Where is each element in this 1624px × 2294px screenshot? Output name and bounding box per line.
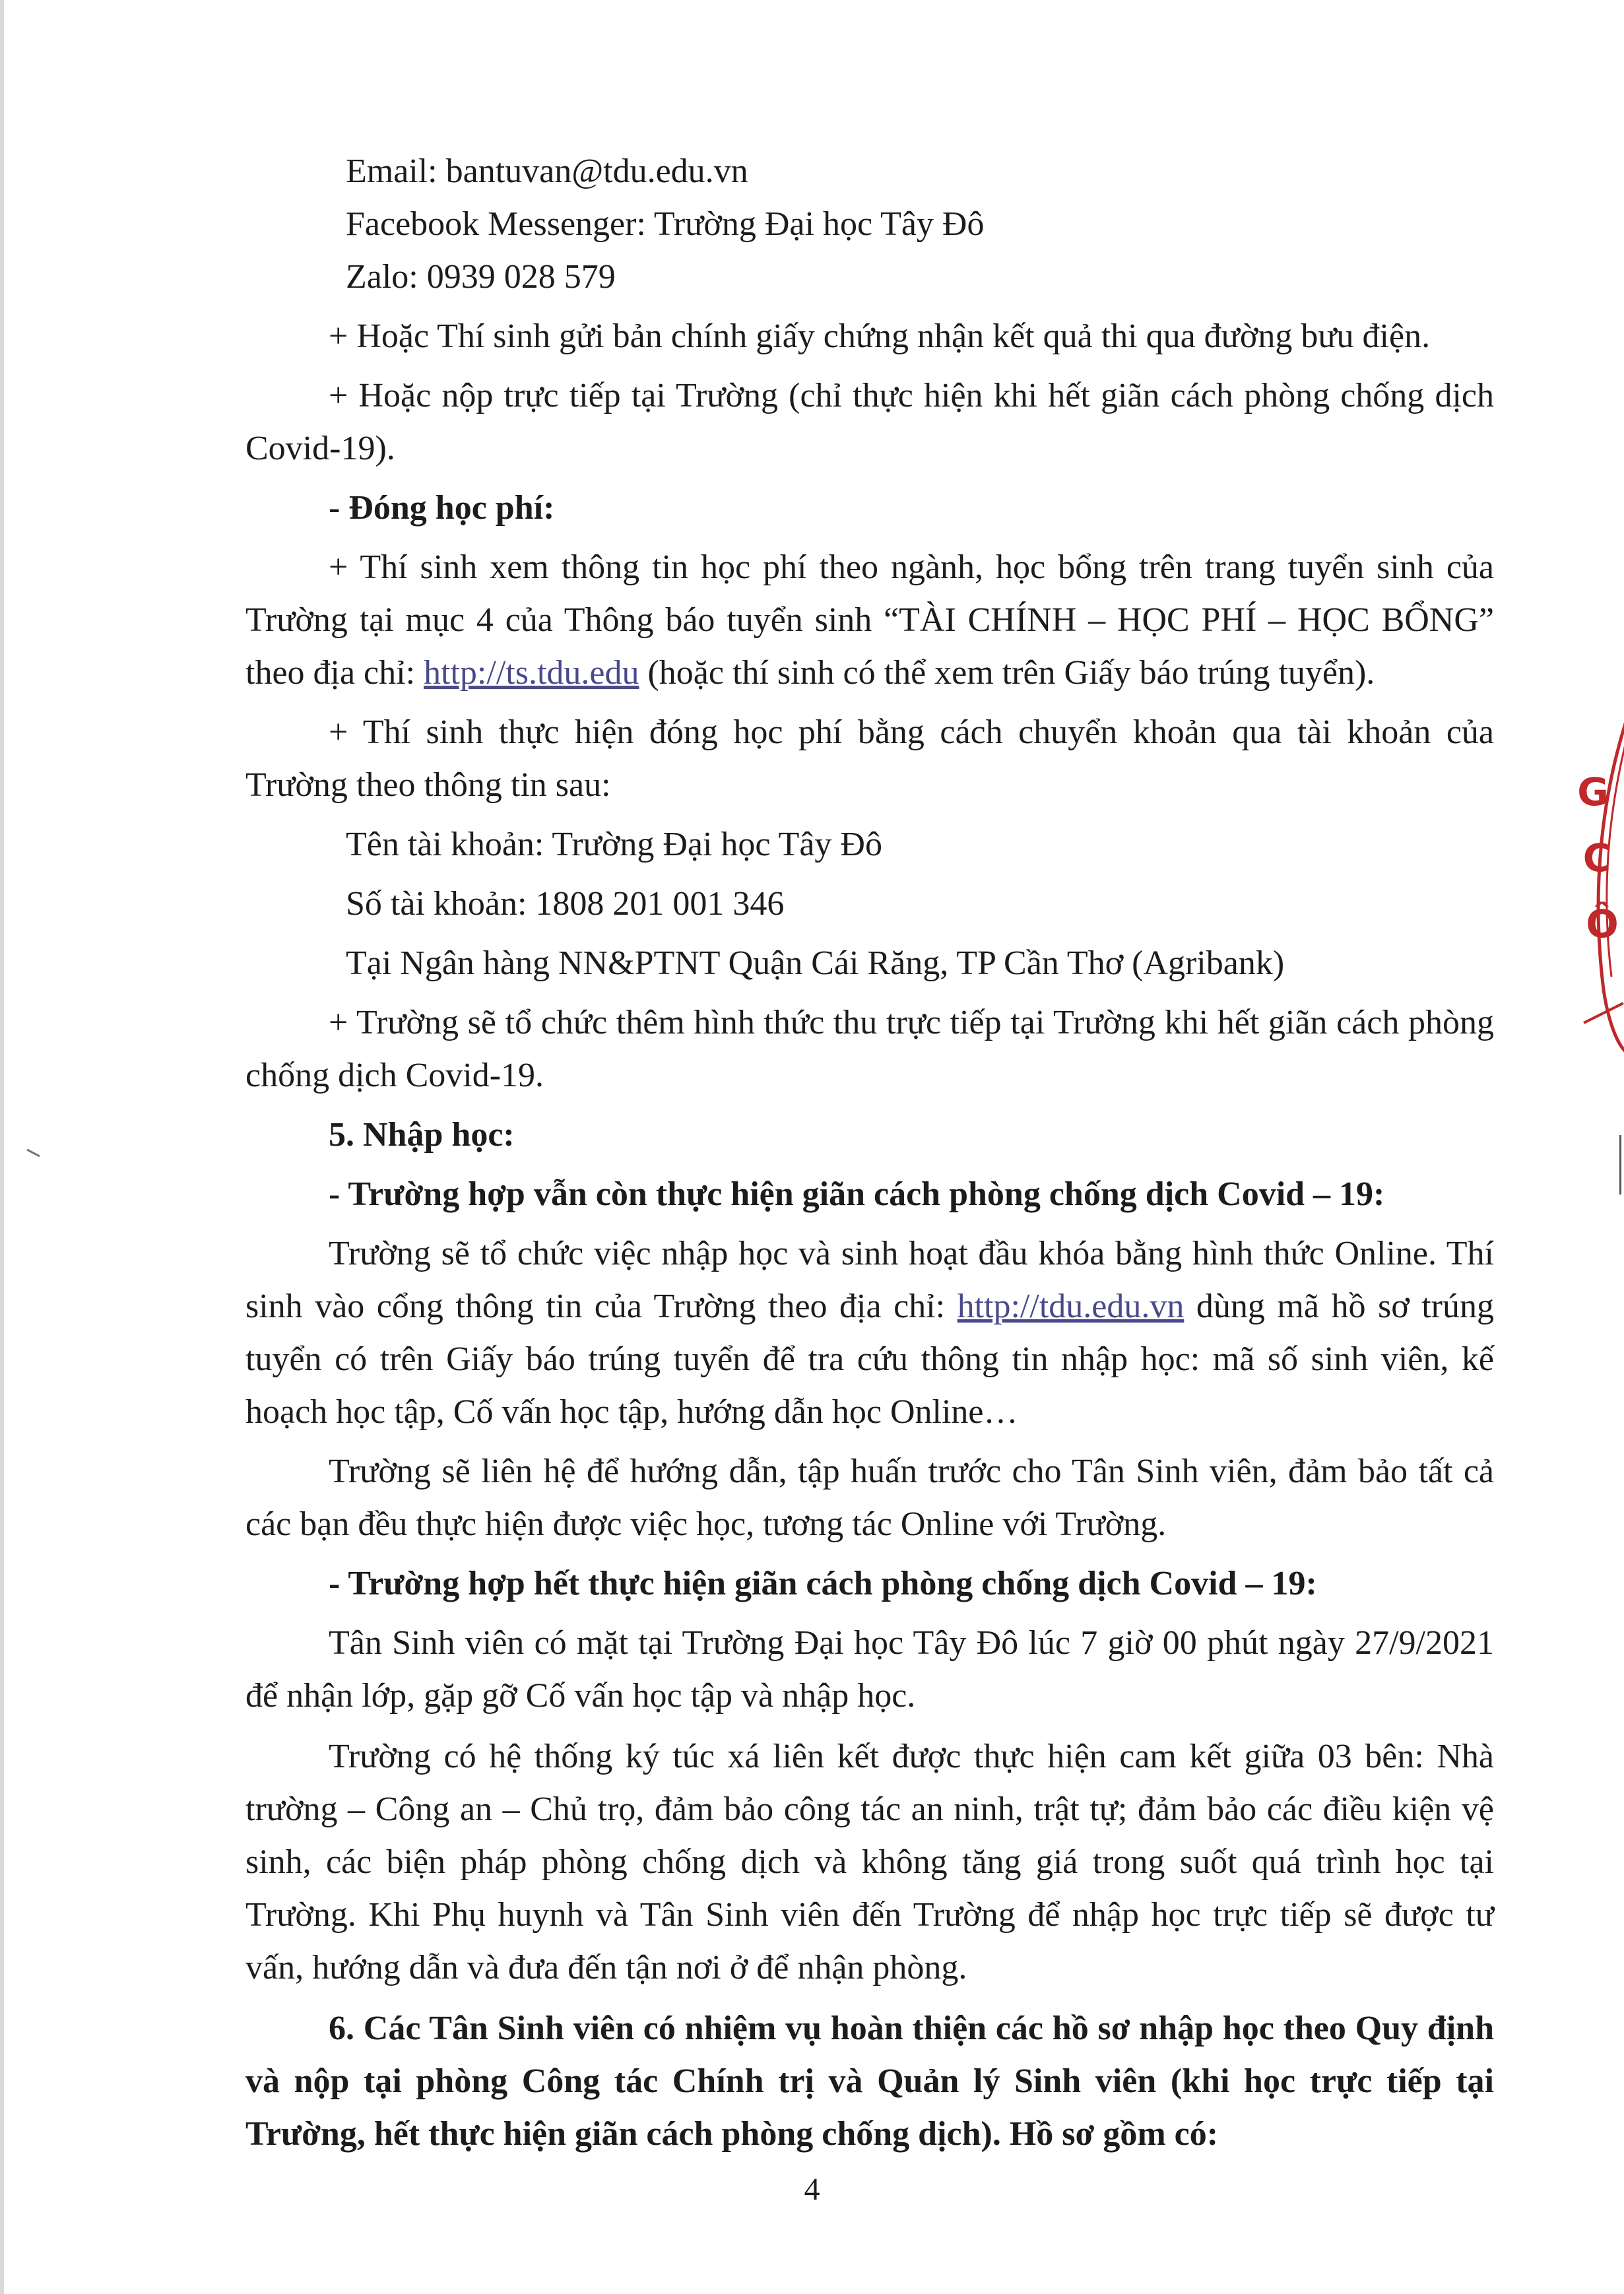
submit-by-post: + Hoặc Thí sinh gửi bản chính giấy chứng nhận kết quả thi qua đường bưu điện. bbox=[329, 317, 1431, 355]
fee-transfer: + Thí sinh thực hiện đóng học phí bằng cách chuyển khoản qua tài khoản của Trường theo thông tin sau: bbox=[245, 713, 1494, 804]
portal-link[interactable]: http://tdu.edu.vn bbox=[957, 1288, 1185, 1325]
submit-direct: + Hoặc nộp trực tiếp tại Trường (chỉ thực hiện khi hết giãn cách phòng chống dịch Covid-19). bbox=[245, 377, 1494, 467]
page-number: 4 bbox=[804, 2172, 820, 2207]
svg-text:G: G bbox=[1577, 770, 1609, 814]
svg-text:Ô: Ô bbox=[1586, 901, 1619, 946]
fee-info-text: + Thí sinh xem thông tin học phí theo ngành, học bổng trên trang tuyển sinh của Trường tại mục 4 của Thông báo tuyển sinh “TÀI CHÍNH – HỌC PHÍ – HỌC BỔNG” theo địa chỉ: bbox=[245, 548, 1494, 692]
fee-direct: + Trường sẽ tổ chức thêm hình thức thu trực tiếp tại Trường khi hết giãn cách phòng chống dịch Covid-19. bbox=[245, 1004, 1494, 1094]
red-seal-stamp-fragment bbox=[1564, 713, 1624, 1056]
case-1-paragraph-2: Trường sẽ liên hệ để hướng dẫn, tập huấn trước cho Tân Sinh viên, đảm bảo tất cả các bạn đều thực hiện được việc học, tương tác Online với Trường. bbox=[245, 1453, 1494, 1543]
binding-edge bbox=[0, 0, 4, 2294]
case-2-heading: - Trường hợp hết thực hiện giãn cách phòng chống dịch Covid – 19: bbox=[329, 1565, 1317, 1602]
bank-account-name: Tên tài khoản: Trường Đại học Tây Đô bbox=[346, 826, 882, 863]
contact-zalo: Zalo: 0939 028 579 bbox=[346, 258, 616, 296]
seal-stamp-icon bbox=[1564, 713, 1624, 1056]
case-1-text-end: dùng mã hồ sơ trúng tuyển có trên Giấy báo trúng tuyển để tra cứu thông tin nhập học: mã số sinh viên, kế hoạch học tập, Cố vấn học tập, hướng dẫn học Online… bbox=[245, 1288, 1494, 1431]
case-2-paragraph-1: Tân Sinh viên có mặt tại Trường Đại học Tây Đô lúc 7 giờ 00 phút ngày 27/9/2021 để nhận lớp, gặp gỡ Cố vấn học tập và nhập học. bbox=[245, 1624, 1494, 1715]
admissions-link[interactable]: http://ts.tdu.edu bbox=[424, 654, 639, 692]
fee-info-text-end: (hoặc thí sinh có thể xem trên Giấy báo trúng tuyển). bbox=[639, 654, 1375, 692]
fee-info-paragraph bbox=[245, 541, 1494, 700]
case-1-text: Trường sẽ tổ chức việc nhập học và sinh hoạt đầu khóa bằng hình thức Online. Thí sinh vào cổng thông tin của Trường theo địa chỉ: bbox=[245, 1235, 1494, 1325]
document-body bbox=[245, 145, 1494, 2161]
bank-name: Tại Ngân hàng NN&PTNT Quận Cái Răng, TP Cần Thơ (Agribank) bbox=[346, 944, 1285, 982]
fee-heading: - Đóng học phí: bbox=[329, 489, 555, 527]
section-6-paragraph: 6. Các Tân Sinh viên có nhiệm vụ hoàn thiện các hồ sơ nhập học theo Quy định và nộp tại phòng Công tác Chính trị và Quản lý Sinh viên (khi học trực tiếp tại Trường, hết thực hiện giãn cách phòng chống dịch). Hồ sơ gồm có: bbox=[245, 2010, 1494, 2153]
scan-speck bbox=[26, 1148, 41, 1158]
section-5-heading: 5. Nhập học: bbox=[329, 1116, 515, 1154]
bank-account-number: Số tài khoản: 1808 201 001 346 bbox=[346, 885, 785, 923]
case-2-paragraph-2: Trường có hệ thống ký túc xá liên kết được thực hiện cam kết giữa 03 bên: Nhà trường – Công an – Chủ trọ, đảm bảo công tác an ninh, trật tự; đảm bảo các điều kiện vệ sinh, các biện pháp phòng chống dịch và không tăng giá trong suốt quá trình học tại Trường. Khi Phụ huynh và Tân Sinh viên đến Trường để nhập học trực tiếp sẽ được tư vấn, hướng dẫn và đưa đến tận nơi ở để nhận phòng. bbox=[245, 1738, 1494, 1986]
scan-edge-mark bbox=[1619, 1135, 1621, 1195]
case-1-paragraph-1 bbox=[245, 1228, 1494, 1439]
svg-text:C: C bbox=[1582, 836, 1611, 880]
contact-email: Email: bantuvan@tdu.edu.vn bbox=[346, 152, 748, 190]
contact-facebook: Facebook Messenger: Trường Đại học Tây Đô bbox=[346, 205, 985, 243]
case-1-heading: - Trường hợp vẫn còn thực hiện giãn cách phòng chống dịch Covid – 19: bbox=[329, 1175, 1385, 1213]
